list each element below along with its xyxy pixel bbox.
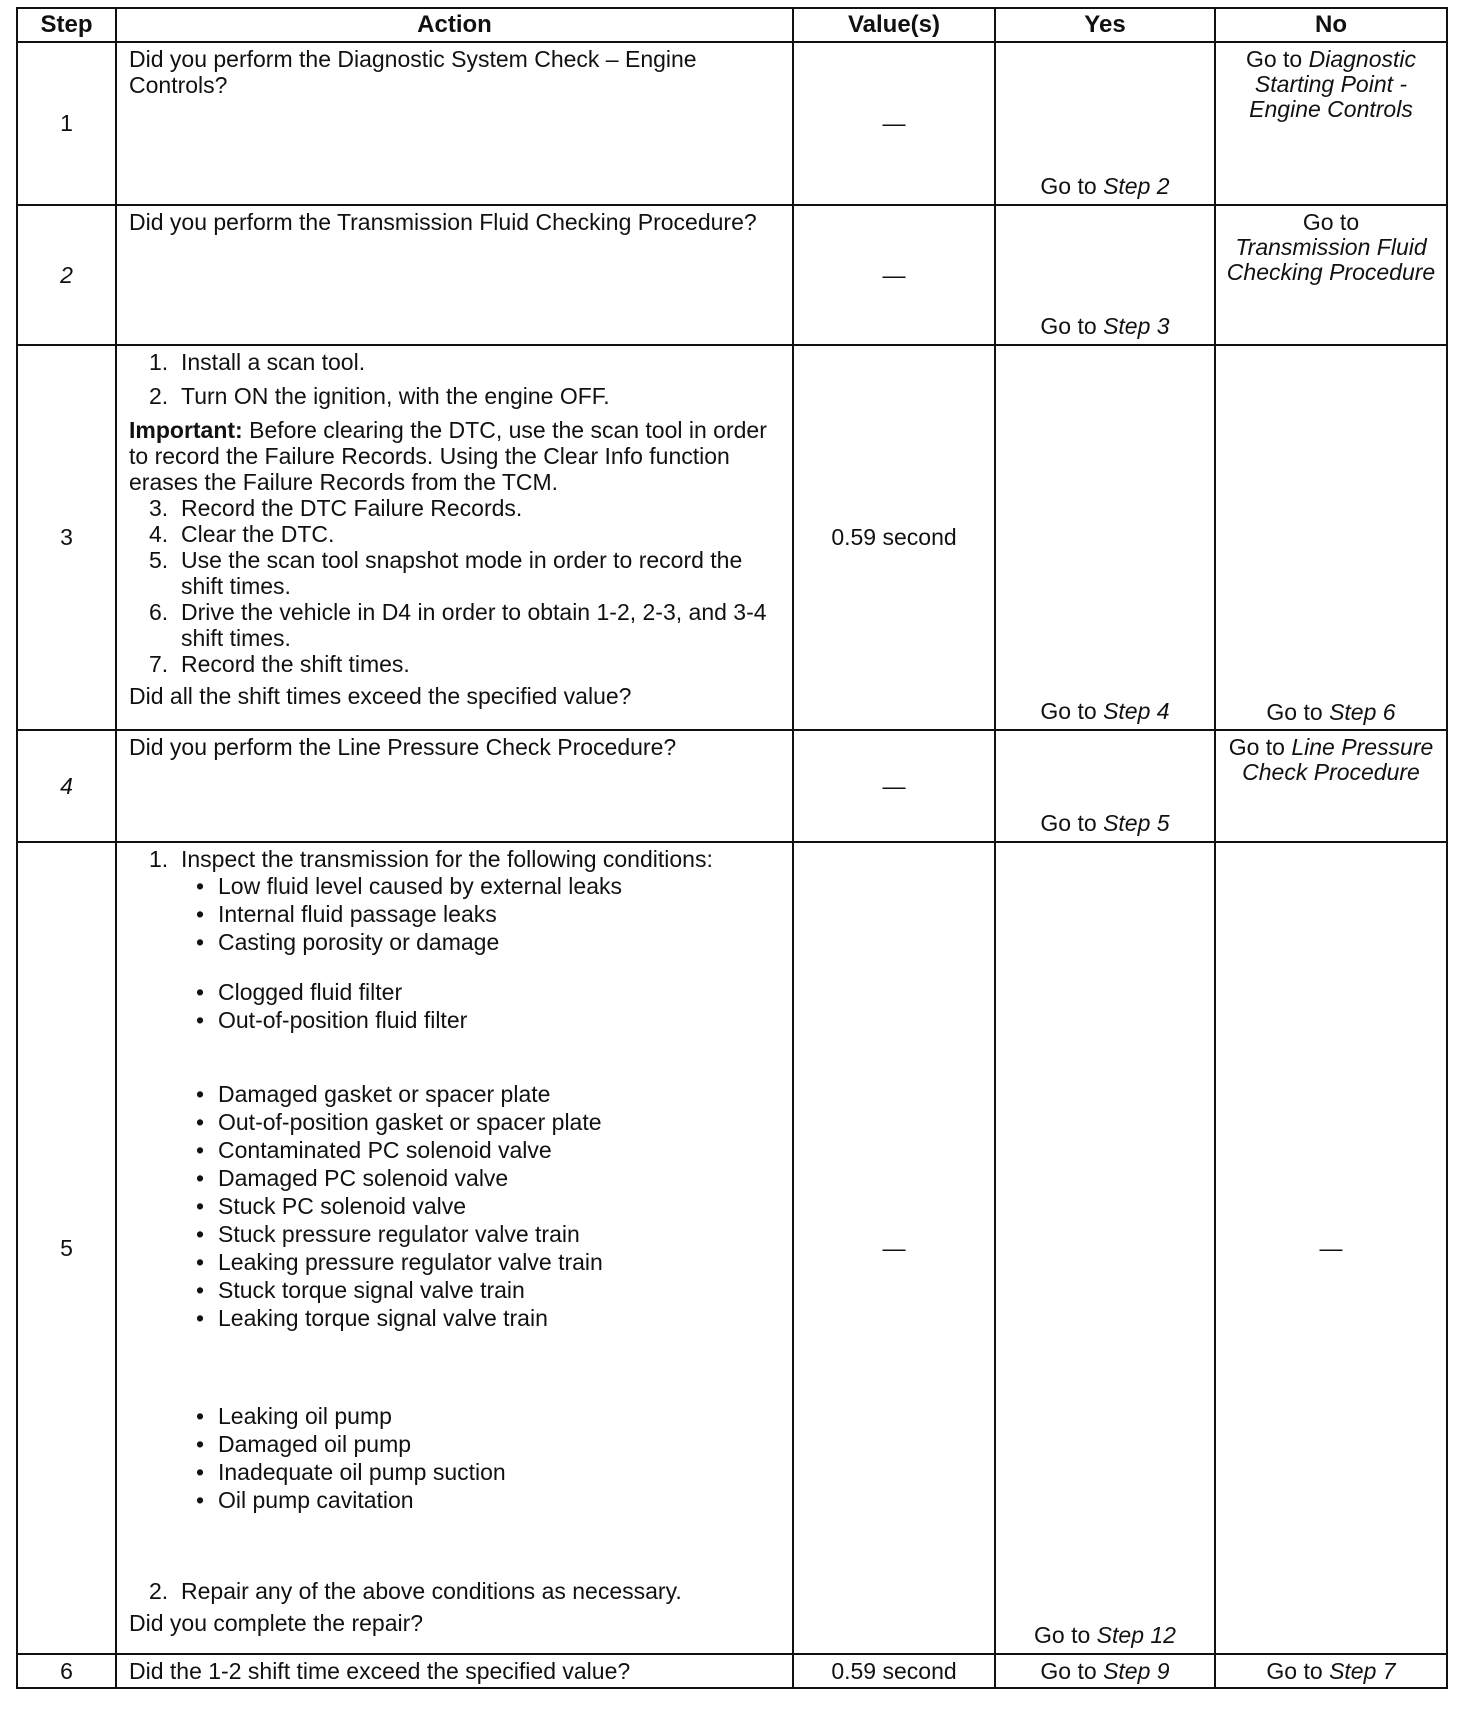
- bullet-icon: •: [196, 1137, 205, 1163]
- step-number: 1: [17, 42, 116, 205]
- no-cell: [1215, 1654, 1447, 1688]
- bullet-item: [129, 1430, 782, 1458]
- bullet-item: [129, 928, 782, 956]
- yes-link[interactable]: Step 3: [1103, 313, 1170, 339]
- bullet-text: Stuck PC solenoid valve: [218, 1193, 467, 1219]
- bullet-text: Clogged fluid filter: [218, 979, 403, 1005]
- yes-link[interactable]: Step 4: [1103, 698, 1170, 724]
- bullet-icon: •: [196, 1459, 205, 1485]
- step-number: 6: [17, 1654, 116, 1688]
- item-number: 7.: [149, 651, 169, 677]
- header-row: [17, 8, 1447, 42]
- list-item: [129, 1578, 782, 1604]
- no-prefix: Go to: [1266, 1657, 1323, 1684]
- yes-prefix: Go to: [1040, 313, 1097, 339]
- bullet-item: [129, 872, 782, 900]
- value-cell: —: [793, 42, 995, 205]
- list-item: [129, 599, 782, 651]
- action-text: Did you perform the Transmission Fluid Checking Procedure?: [116, 205, 793, 345]
- no-link[interactable]: Line Pressure Check Procedure: [1242, 734, 1434, 785]
- header-yes: Yes: [995, 8, 1215, 42]
- bullet-icon: •: [196, 1403, 205, 1429]
- no-cell: [1215, 205, 1447, 345]
- item-text: Record the DTC Failure Records.: [181, 495, 523, 521]
- bullet-icon: •: [196, 1305, 205, 1331]
- bullet-item: [129, 978, 782, 1006]
- action-question: Did all the shift times exceed the specified value?: [129, 683, 632, 709]
- list-item: [129, 495, 782, 521]
- bullet-icon: •: [196, 1249, 205, 1275]
- bullet-group: [129, 872, 782, 956]
- bullet-icon: •: [196, 1007, 205, 1033]
- table-row: [17, 205, 1447, 345]
- list-item: [129, 383, 782, 409]
- bullet-item: [129, 900, 782, 928]
- bullet-icon: •: [196, 1431, 205, 1457]
- value-cell: —: [793, 205, 995, 345]
- item-number: 2.: [149, 383, 169, 409]
- table-row: [17, 42, 1447, 205]
- no-cell: —: [1215, 842, 1447, 1654]
- bullet-icon: •: [196, 1221, 205, 1247]
- bullet-item: [129, 1402, 782, 1430]
- item-number: 3.: [149, 495, 169, 521]
- bullet-text: Stuck torque signal valve train: [218, 1277, 525, 1303]
- table-row: [17, 1654, 1447, 1688]
- list-item: [129, 846, 782, 872]
- bullet-group: [129, 978, 782, 1034]
- important-label: Important:: [129, 417, 243, 443]
- yes-prefix: Go to: [1040, 698, 1097, 724]
- bullet-text: Leaking pressure regulator valve train: [218, 1249, 603, 1275]
- bullet-text: Leaking torque signal valve train: [218, 1305, 548, 1331]
- bullet-text: Out-of-position gasket or spacer plate: [218, 1109, 602, 1135]
- yes-prefix: Go to: [1040, 173, 1097, 199]
- yes-cell: [995, 730, 1215, 842]
- item-number: 6.: [149, 599, 169, 625]
- item-number: 4.: [149, 521, 169, 547]
- no-link[interactable]: Step 7: [1329, 1657, 1396, 1684]
- item-text: Record the shift times.: [181, 651, 410, 677]
- yes-prefix: Go to: [1040, 1657, 1097, 1684]
- bullet-text: Damaged PC solenoid valve: [218, 1165, 509, 1191]
- yes-cell: [995, 842, 1215, 1654]
- item-text: Inspect the transmission for the following conditions:: [181, 846, 713, 872]
- bullet-text: Damaged oil pump: [218, 1431, 412, 1457]
- no-cell: [1215, 345, 1447, 730]
- no-prefix: Go to: [1302, 209, 1360, 235]
- value-cell: —: [793, 730, 995, 842]
- bullet-item: [129, 1192, 782, 1220]
- yes-cell: [995, 205, 1215, 345]
- yes-link[interactable]: Step 12: [1096, 1622, 1176, 1648]
- no-prefix: Go to: [1228, 734, 1285, 760]
- list-item: [129, 349, 782, 375]
- bullet-icon: •: [196, 1193, 205, 1219]
- bullet-icon: •: [196, 1165, 205, 1191]
- item-text: Clear the DTC.: [181, 521, 335, 547]
- no-link[interactable]: Step 6: [1329, 699, 1396, 725]
- no-prefix: Go to: [1266, 699, 1323, 725]
- important-note: [129, 417, 782, 495]
- no-link[interactable]: Diagnostic Starting Point - Engine Controls: [1249, 46, 1417, 122]
- bullet-item: [129, 1458, 782, 1486]
- action-question: Did you complete the repair?: [129, 1610, 424, 1636]
- item-text: Drive the vehicle in D4 in order to obtain 1-2, 2-3, and 3-4 shift times.: [181, 599, 767, 651]
- action-text: Did the 1-2 shift time exceed the specified value?: [116, 1654, 793, 1688]
- step-number: 4: [17, 730, 116, 842]
- header-step: Step: [17, 8, 116, 42]
- bullet-text: Internal fluid passage leaks: [218, 901, 497, 927]
- no-cell: [1215, 730, 1447, 842]
- value-cell: 0.59 second: [793, 345, 995, 730]
- header-action: Action: [116, 8, 793, 42]
- table-row: [17, 730, 1447, 842]
- value-cell: 0.59 second: [793, 1654, 995, 1688]
- diagnostic-table: [16, 7, 1448, 1689]
- bullet-text: Stuck pressure regulator valve train: [218, 1221, 580, 1247]
- bullet-item: [129, 1164, 782, 1192]
- bullet-icon: •: [196, 873, 205, 899]
- list-item: [129, 547, 782, 599]
- yes-cell: [995, 42, 1215, 205]
- item-number: 5.: [149, 547, 169, 573]
- action-text: Did you perform the Line Pressure Check Procedure?: [116, 730, 793, 842]
- bullet-item: [129, 1486, 782, 1514]
- bullet-text: Damaged gasket or spacer plate: [218, 1081, 551, 1107]
- bullet-group: [129, 1402, 782, 1514]
- step-number: 5: [17, 842, 116, 1654]
- action-text: Did you perform the Diagnostic System Check – Engine Controls?: [116, 42, 793, 205]
- yes-cell: [995, 1654, 1215, 1688]
- bullet-text: Contaminated PC solenoid valve: [218, 1137, 552, 1163]
- yes-cell: [995, 345, 1215, 730]
- no-cell: [1215, 42, 1447, 205]
- bullet-icon: •: [196, 1081, 205, 1107]
- list-item: [129, 521, 782, 547]
- yes-prefix: Go to: [1034, 1622, 1091, 1648]
- bullet-text: Casting porosity or damage: [218, 929, 500, 955]
- value-cell: —: [793, 842, 995, 1654]
- header-values: Value(s): [793, 8, 995, 42]
- item-text: Use the scan tool snapshot mode in order to record the shift times.: [181, 547, 743, 599]
- yes-link[interactable]: Step 2: [1103, 173, 1170, 199]
- bullet-text: Oil pump cavitation: [218, 1487, 414, 1513]
- bullet-item: [129, 1080, 782, 1108]
- bullet-icon: •: [196, 929, 205, 955]
- yes-link[interactable]: Step 9: [1103, 1657, 1170, 1684]
- action-cell: [116, 345, 793, 730]
- bullet-text: Leaking oil pump: [218, 1403, 392, 1429]
- list-item: [129, 651, 782, 677]
- bullet-item: [129, 1276, 782, 1304]
- step-number: 2: [17, 205, 116, 345]
- bullet-item: [129, 1006, 782, 1034]
- bullet-text: Low fluid level caused by external leaks: [218, 873, 623, 899]
- bullet-text: Inadequate oil pump suction: [218, 1459, 506, 1485]
- item-number: 1.: [149, 349, 169, 375]
- bullet-icon: •: [196, 1109, 205, 1135]
- bullet-icon: •: [196, 979, 205, 1005]
- action-cell: [116, 842, 793, 1654]
- item-text: Repair any of the above conditions as necessary.: [181, 1578, 682, 1604]
- yes-link[interactable]: Step 5: [1103, 810, 1170, 836]
- item-number: 2.: [149, 1578, 169, 1604]
- item-text: Turn ON the ignition, with the engine OFF.: [181, 383, 610, 409]
- important-text: Before clearing the DTC, use the scan tool in order to record the Failure Records. Using the Clear Info function erases the Failure Records from the TCM.: [129, 417, 767, 495]
- header-no: No: [1215, 8, 1447, 42]
- bullet-icon: •: [196, 1277, 205, 1303]
- table-row: [17, 842, 1447, 1654]
- step-number: 3: [17, 345, 116, 730]
- yes-prefix: Go to: [1040, 810, 1097, 836]
- bullet-item: [129, 1136, 782, 1164]
- bullet-item: [129, 1108, 782, 1136]
- bullet-icon: •: [196, 901, 205, 927]
- item-text: Install a scan tool.: [181, 349, 366, 375]
- bullet-group: [129, 1080, 782, 1332]
- no-prefix: Go to: [1245, 46, 1303, 72]
- bullet-icon: •: [196, 1487, 205, 1513]
- table-row: [17, 345, 1447, 730]
- bullet-item: [129, 1220, 782, 1248]
- bullet-text: Out-of-position fluid filter: [218, 1007, 468, 1033]
- item-number: 1.: [149, 846, 169, 872]
- no-link[interactable]: Transmission Fluid Checking Procedure: [1226, 234, 1436, 285]
- bullet-item: [129, 1304, 782, 1332]
- bullet-item: [129, 1248, 782, 1276]
